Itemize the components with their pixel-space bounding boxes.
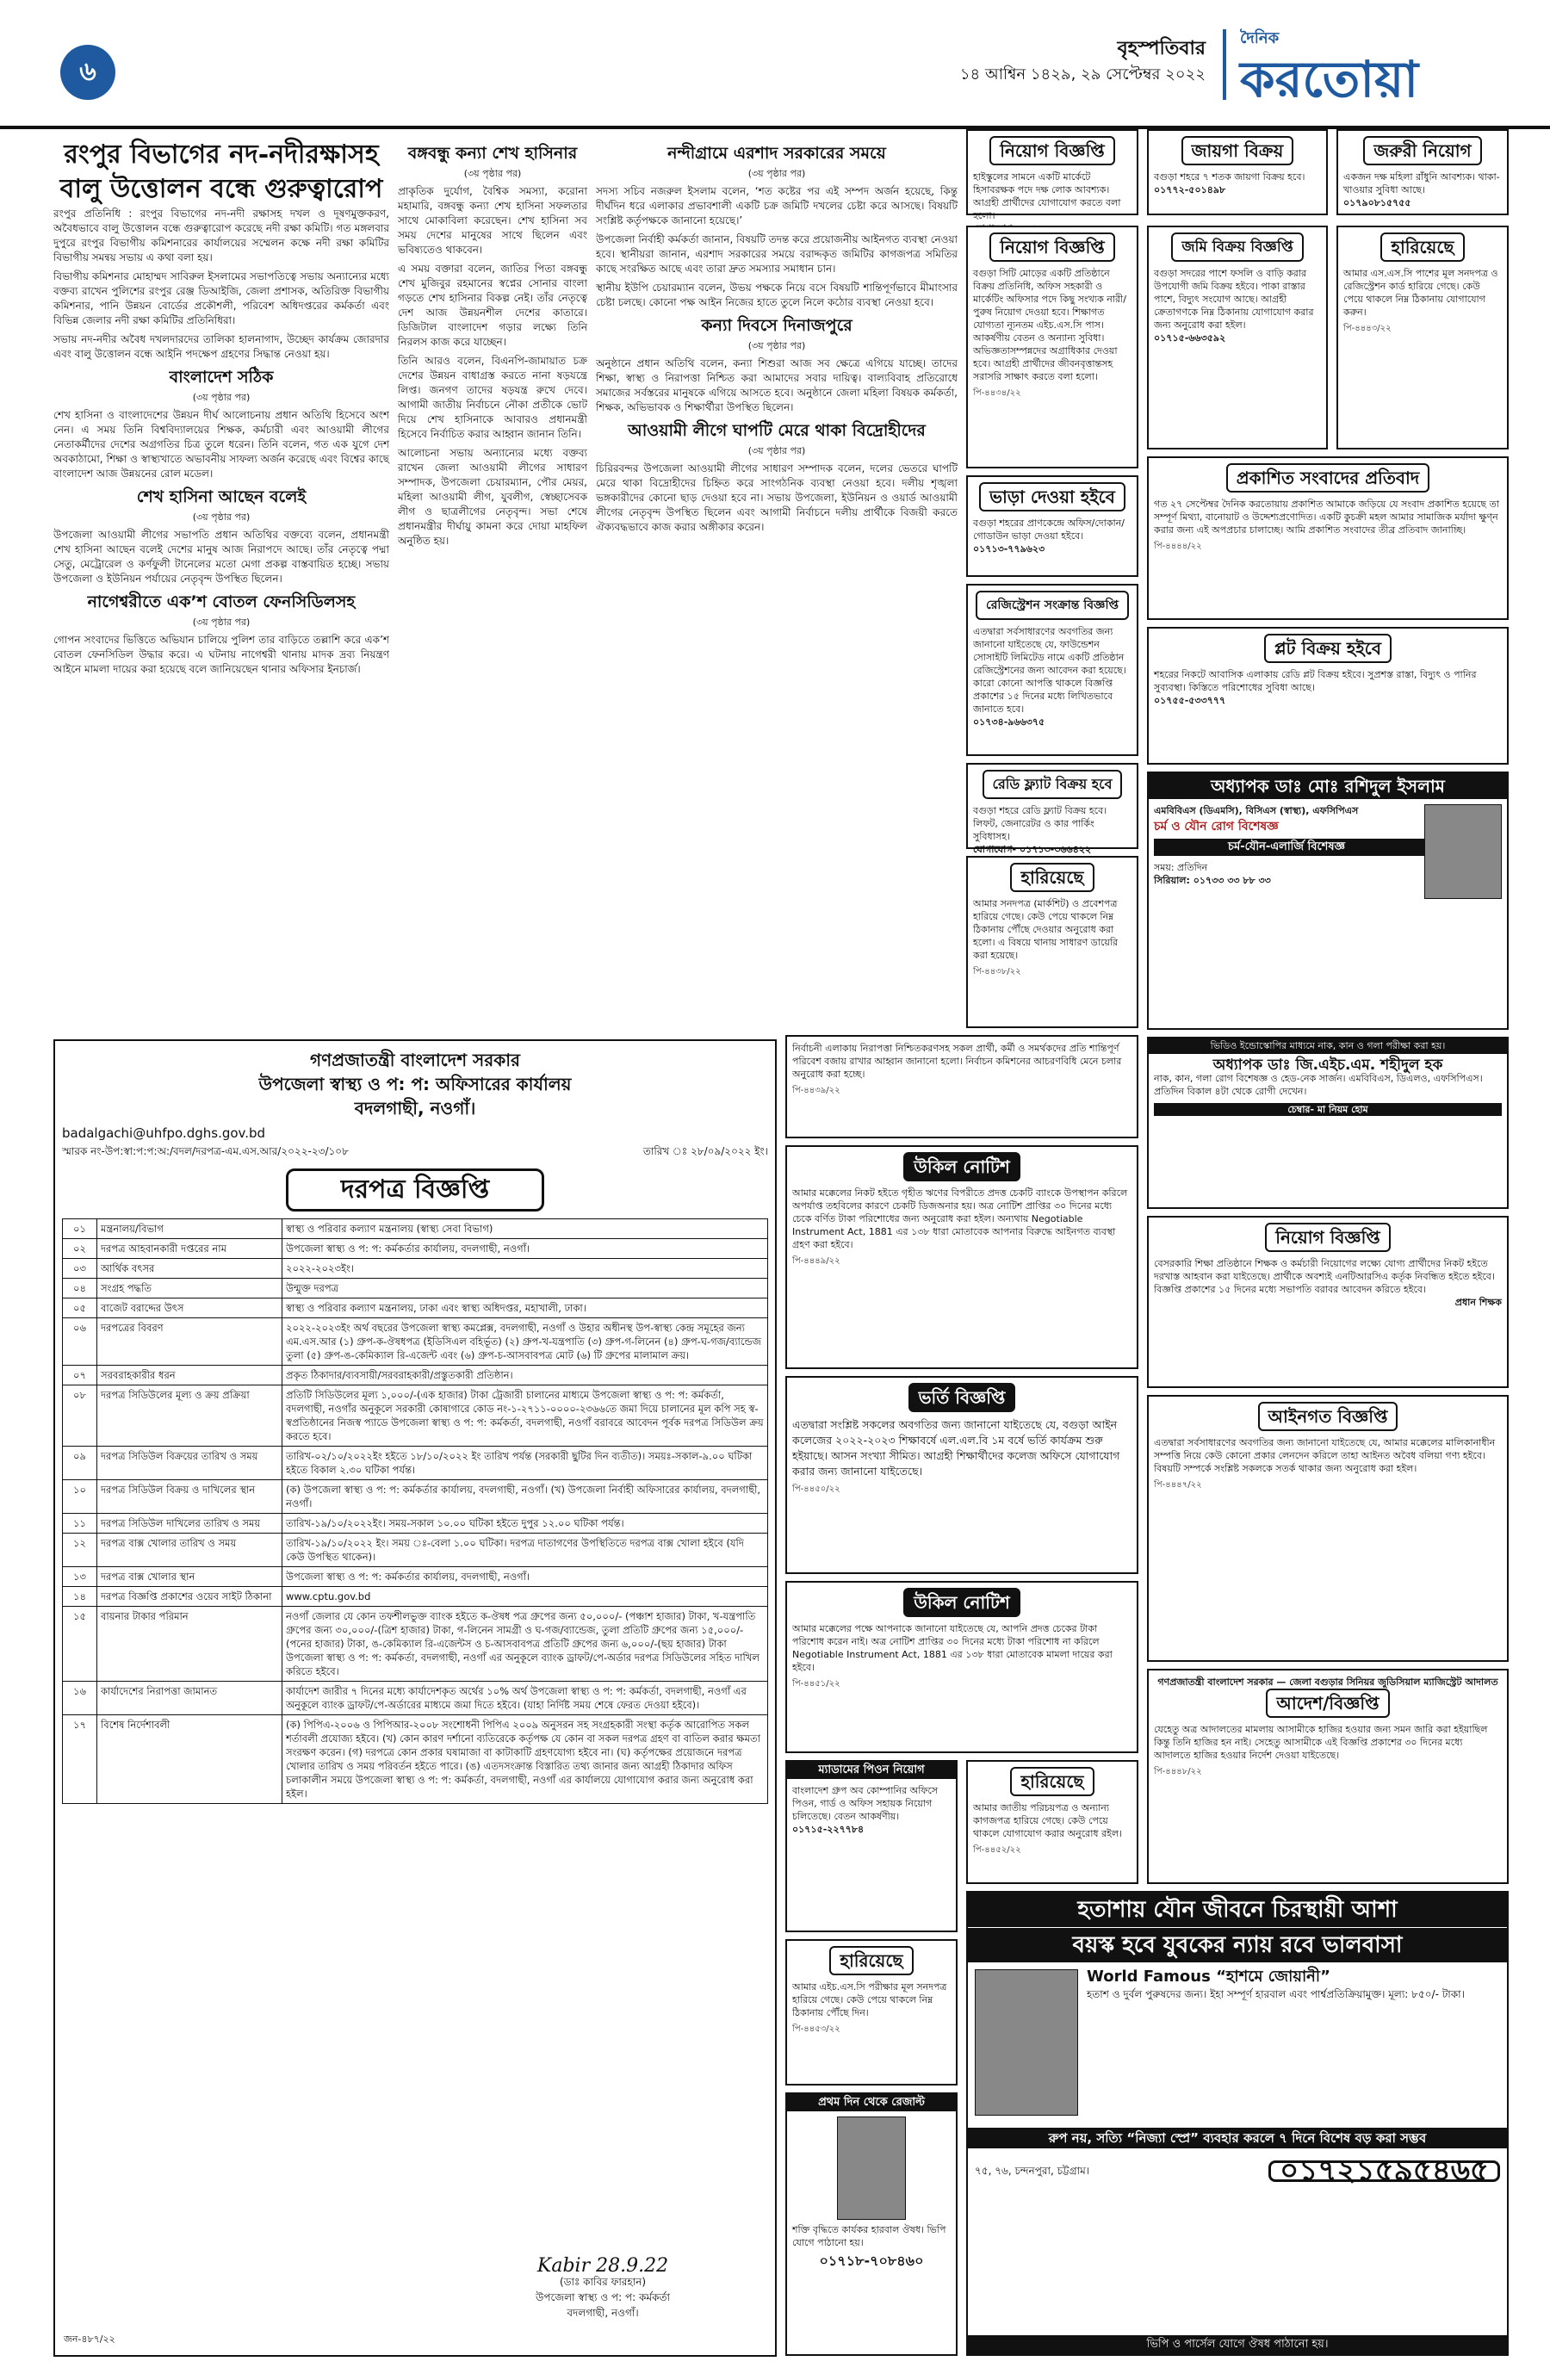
doctor-name: অধ্যাপক ডাঃ মোঃ রশিদুল ইসলাম bbox=[1149, 773, 1507, 799]
ad-heading: প্রথম দিন থেকে রেজাল্ট bbox=[787, 2094, 956, 2111]
ad-body: আমার সনদপত্র (মার্কশিট) ও প্রবেশপত্র হারিয়ে গেছে। কেউ পেয়ে থাকলে নিম্ন ঠিকানায় পৌঁছে দেওয়ার অনুরোধ করা হলো। এ বিষয়ে থানায় সাধারণ ডায়েরি করা হয়েছে। bbox=[973, 898, 1119, 961]
tender-row-value: উন্মুক্ত দরপত্র bbox=[282, 1279, 768, 1298]
herbal-phone: ০১৭২১৫৯৫৪৬৫ bbox=[1268, 2160, 1500, 2182]
ad-body: একজন দক্ষ মহিলা রাঁধুনি আবশ্যক। থাকা-খাওয়ার সুবিধা আছে। bbox=[1343, 171, 1500, 195]
tender-row-number: ১৩ bbox=[63, 1567, 97, 1587]
ad-body: এতদ্বারা সর্বসাধারণের অবগতির জন্য জানানো যাইতেছে যে, আমার মক্কেলের মালিকানাধীন সম্পত্তি নিয়ে কেউ কোনো প্রকার লেনদেন করিলে তাহা আইনত অবৈধ বলিয়া গণ্য হইবে। বিষয়টি সম্পর্কে সংশ্লিষ্ট সকলকে সতর্ক থাকার জন্য অনুরোধ করা হইল। bbox=[1154, 1437, 1496, 1474]
continuation-note: (৩য় পৃষ্ঠার পর) bbox=[747, 445, 806, 456]
ent-doctor-ad bbox=[1147, 1037, 1509, 1209]
ad-body: শহরের নিকটে আবাসিক এলাকায় রেডি প্লট বিক্রয় হইবে। সুপ্রশস্ত রাস্তা, বিদ্যুৎ ও পানির সুব্যবস্থা। কিস্তিতে পরিশোধের সুবিধা আছে। bbox=[1154, 669, 1477, 693]
tender-row bbox=[63, 1715, 768, 1804]
tender-row-number: ১২ bbox=[63, 1534, 97, 1567]
job-ad bbox=[966, 129, 1138, 221]
signature-scribble: Kabir 28.9.22 bbox=[536, 2255, 669, 2277]
tender-ref: জন-৪৮৭/২২ bbox=[64, 2334, 115, 2345]
tender-row-value: নওগাঁ জেলার যে কোন তফশীলভুক্ত ব্যাংক হইতে ক-ঔষধ পত্র গ্রুপের জন্য ৫০,০০০/- (পঞ্চাশ হাজার) টাকা, খ-যন্ত্রপাতি গ্রুপের জন্য ৩০,০০০/-(ত্রিশ হাজার) টাকা, গ-লিনেন সামগ্রী ও ঘ-গজ/ব্যান্ডেজ, তুলা প্রতিটি গ্রুপের জন্য ১৫,০০০/-(পনের হাজার) টাকা, ঙ-কেমিক্যাল রি-এজেন্টস ও চ-আসবাবপত্র প্রতিটি গ্রুপের জন্য ৬,০০০/-(ছয় হাজার) টাকা উপজেলা স্বাস্থ্য ও প: প: কর্মকর্তা, বদলগাছী, নওগাঁ এর অনুকূলে ব্যাংক ড্রাফট/পে-অর্ডার দরপত্র সিডিউলের সহিত দাখিল করিতে হইবে। bbox=[282, 1607, 768, 1682]
tender-banner: দরপত্র বিজ্ঞপ্তি bbox=[286, 1168, 544, 1212]
ad-body: হাইস্কুলের সামনে একটি মার্কেটে হিসাবরক্ষক পদে দক্ষ লোক আবশ্যক। আগ্রহী প্রার্থীদের যোগাযোগ করতে বলা হলো। bbox=[973, 171, 1121, 221]
tender-row-value: উপজেলা স্বাস্থ্য ও প: প: কর্মকর্তার কার্যালয়, বদলগাছী, নওগাঁ। bbox=[282, 1239, 768, 1259]
ad-heading: রেডি ফ্ল্যাট বিক্রয় হবে bbox=[983, 770, 1123, 799]
lead-paragraph: সভায় নদ-নদীর অবৈধ দখলদারদের তালিকা হালনাগাদ, উচ্ছেদ কার্যক্রম জোরদার এবং বালু উত্তোলন বন্ধে আইনি পদক্ষেপ গ্রহণের সিদ্ধান্ত নেওয়া হয়। bbox=[53, 333, 389, 360]
ent-center: চেম্বার- মা নিয়ম হোম bbox=[1154, 1103, 1502, 1116]
tender-row-number: ০৯ bbox=[63, 1447, 97, 1480]
ad-heading: জায়গা বিক্রয় bbox=[1181, 136, 1294, 165]
ad-heading: ভাড়া দেওয়া হইবে bbox=[979, 482, 1125, 511]
masthead-title: করতোয়া bbox=[1240, 50, 1419, 108]
ad-body: এতদ্বারা সর্বসাধারণের অবগতির জন্য জানানো যাইতেছে যে, ফাউন্ডেশন সোসাইটি লিমিটেড নামে একটি প্রতিষ্ঠান রেজিস্ট্রেশনের জন্য আবেদন করা হয়েছে। কারো কোনো আপত্তি থাকলে বিজ্ঞপ্তি প্রকাশের ১৫ দিনের মধ্যে লিখিতভাবে জানাতে হবে। bbox=[973, 626, 1126, 715]
ad-ref: পি-৪৪৪৮/২২ bbox=[1154, 1767, 1202, 1776]
tender-row-value: তারিখ-০২/১০/২০২২ইং হইতে ১৮/১০/২০২২ ইং তারিখ পর্যন্ত (সরকারী ছুটির দিন ব্যতীত)। সময়ঃ-সকাল-৯.০০ ঘটিকা হইতে বিকাল ২.৩০ ঘটিকা পর্যন্ত। bbox=[282, 1447, 768, 1480]
tender-row bbox=[63, 1607, 768, 1682]
tender-memo-number: স্মারক নং-উপ:স্বা:প:প:অ:/বদল/দরপত্র-এম.এস.আর/২০২২-২৩/১০৮ bbox=[62, 1145, 349, 1157]
tender-row-value: তারিখ-১৯/১০/২০২২ ইং। সময় ঃ-বেলা ১.০০ ঘটিকা। দরপত্র দাতাগণের উপস্থিতিতে দরপত্র বাক্স খোলা হইবে (যদি কেউ উপস্থিত থাকেন)। bbox=[282, 1534, 768, 1567]
ad-heading: হারিয়েছে bbox=[1010, 863, 1094, 892]
continuation-note: (৩য় পৃষ্ঠার পর) bbox=[463, 168, 522, 179]
ad-phone: ০১৭১৮-৭০৮৪৬০ bbox=[819, 2253, 924, 2269]
tender-row-number: ০৭ bbox=[63, 1366, 97, 1385]
tender-row-number: ০৪ bbox=[63, 1279, 97, 1298]
lead-headline: রংপুর বিভাগের নদ-নদীরক্ষাসহ বালু উত্তোলন বন্ধে গুরুত্বারোপ bbox=[59, 139, 383, 204]
lawyer-notice-ad bbox=[785, 1145, 1138, 1369]
continuation-note: (৩য় পৃষ্ঠার পর) bbox=[747, 340, 806, 351]
tender-row-value: স্বাস্থ্য ও পরিবার কল্যাণ মন্ত্রনালয়, ঢাকা এবং স্বাস্থ্য অধিদপ্তর, মহাখালী, ঢাকা। bbox=[282, 1298, 768, 1318]
herbal-address: ৭৫, ৭৬, চন্দনপুরা, চট্টগ্রাম। bbox=[975, 2165, 1090, 2177]
legal-notice-ad bbox=[1147, 1395, 1509, 1662]
ad-body: যেহেতু অত্র আদালতের মামলায় আসামীকে হাজির হওয়ার জন্য সমন জারি করা হইয়াছিল কিন্তু তিনি হাজির হন নাই। সেহেতু আসামীকে এই বিজ্ঞপ্তি প্রকাশের ৩০ দিনের মধ্যে আদালতে হাজির হওয়ার নির্দেশ দেওয়া যাইতেছে। bbox=[1154, 1724, 1488, 1761]
tender-row-label: দরপত্র সিডিউল বিক্রয় ও দাখিলের স্থান bbox=[97, 1480, 282, 1514]
tender-notice bbox=[53, 1039, 777, 2357]
ad-signer: প্রধান শিক্ষক bbox=[1454, 1297, 1502, 1308]
tender-row-label: দরপত্রের বিবরণ bbox=[97, 1318, 282, 1366]
tender-org-line: গণপ্রজাতন্ত্রী বাংলাদেশ সরকার bbox=[310, 1050, 520, 1070]
lost-ad bbox=[966, 1760, 1138, 1884]
ad-body: আমার এইচ.এস.সি পরীক্ষার মূল সনদপত্র হারিয়ে গেছে। কেউ পেয়ে থাকলে নিম্ন ঠিকানায় পৌঁছে দিন। bbox=[792, 1981, 947, 2018]
tender-memo-row bbox=[62, 1144, 768, 1162]
tender-row bbox=[63, 1447, 768, 1480]
herbal-body: হতাশ ও দুর্বল পুরুষদের জন্য। ইহা সম্পূর্ণ হারবাল এবং পার্শ্বপ্রতিক্রিয়ামুক্ত। মূল্য: ৮৫০/- টাকা। bbox=[1087, 1988, 1465, 2000]
tender-row-value: প্রকৃত ঠিকাদার/ব্যবসায়ী/সরবরাহকারী/প্রস্তুতকারী প্রতিষ্ঠান। bbox=[282, 1366, 768, 1385]
herbal-brand: World Famous “হাশমে জোয়ানী” bbox=[1087, 1968, 1330, 1986]
article-paragraph: এ সময় বক্তারা বলেন, জাতির পিতা বঙ্গবন্ধু শেখ মুজিবুর রহমানের স্বপ্নের সোনার বাংলা গড়তে শেখ হাসিনার বিকল্প নেই। তাঁর নেতৃত্বে দেশ আজ উন্নয়নশীল দেশের কাতারে। ডিজিটাল বাংলাদেশ গড়ার লক্ষ্যে তিনি নিরলস কাজ করে যাচ্ছেন। bbox=[398, 263, 587, 348]
tender-row bbox=[63, 1385, 768, 1447]
tender-row-number: ১৭ bbox=[63, 1715, 97, 1804]
registration-ad bbox=[966, 584, 1138, 756]
herbal-offer: রুপ নয়, সত্যি “নিজ্যা স্প্রে” ব্যবহার করলে ৭ দিনে বিশেষ বড় করা সম্ভব bbox=[968, 2128, 1507, 2148]
admission-ad bbox=[785, 1376, 1138, 1574]
tender-row-label: আর্থিক বৎসর bbox=[97, 1259, 282, 1279]
header-day: বৃহস্পতিবার bbox=[1117, 38, 1206, 59]
ad-ref: পি-৪৪৪৭/২২ bbox=[1154, 1480, 1202, 1490]
ad-heading: জমি বিক্রয় বিজ্ঞপ্তি bbox=[1171, 232, 1303, 262]
ad-heading: নিয়োগ বিজ্ঞপ্তি bbox=[989, 136, 1115, 165]
tender-row-value: www.cptu.gov.bd bbox=[282, 1587, 768, 1607]
ad-heading: আদেশ/বিজ্ঞপ্তি bbox=[1266, 1689, 1389, 1718]
article-paragraph: অনুষ্ঠানে প্রধান অতিথি বলেন, কন্যা শিশুরা আজ সব ক্ষেত্রে এগিয়ে যাচ্ছে। তাদের শিক্ষা, স্বাস্থ্য ও নিরাপত্তা নিশ্চিত করা আমাদের সবার দায়িত্ব। বাল্যবিবাহ প্রতিরোধে সমাজের সর্বস্তরের মানুষকে এগিয়ে আসতে হবে। অনুষ্ঠানে জেলা মহিলা বিষয়ক কর্মকর্তা, শিক্ষক, অভিভাবক ও শিক্ষার্থীরা উপস্থিত ছিলেন। bbox=[596, 357, 958, 413]
tender-row-number: ১৬ bbox=[63, 1682, 97, 1715]
tender-row-value: ২০২২-২০২৩ইং অর্থ বছরের উপজেলা স্বাস্থ্য কমপ্লেক্স, বদলগাছী, নওগাঁ ও উহার অধীনস্থ উপ-স্বাস্থ্য কেন্দ্র সমূহের জন্য এম.এস.আর (১) গ্রুপ-ক-ঔষধপত্র (ইডিসিএল বহির্ভূত) (২) গ্রুপ-খ-যন্ত্রপাতি (৩) গ্রুপ-গ-লিনেন (৪) গ্রুপ-ঘ-গজ/ব্যান্ডেজ তুলা (৫) গ্রুপ-ঙ-কেমিক্যাল রি-এজেন্ট এবং (৬) গ্রুপ-চ-আসবাবপত্র মোট (৬) টি গ্রুপের মালামাল ক্রয়। bbox=[282, 1318, 768, 1366]
tender-row-label: বিশেষ নির্দেশাবলী bbox=[97, 1715, 282, 1804]
ad-heading: প্লট বিক্রয় হইবে bbox=[1264, 634, 1392, 663]
tender-row bbox=[63, 1366, 768, 1385]
tender-row-number: ০৫ bbox=[63, 1298, 97, 1318]
ad-ref: পি-৪৪৫৩/২২ bbox=[792, 2024, 840, 2034]
job-ad bbox=[966, 226, 1138, 468]
herbal-footer: ভিপি ও পার্সেল যোগে ঔষধ পাঠানো হয়। bbox=[968, 2335, 1507, 2354]
doctor-time: সময়: প্রতিদিন bbox=[1154, 862, 1208, 873]
ad-body: নির্বাচনী এলাকায় নিরাপত্তা নিশ্চিতকরণসহ সকল প্রার্থী, কর্মী ও সমর্থকদের প্রতি শান্তিপূর্ণ পরিবেশ বজায় রাখার আহ্বান জানানো হলো। নির্বাচন কমিশনের আচরণবিধি মেনে চলার অনুরোধ করা হচ্ছে। bbox=[792, 1043, 1122, 1080]
plot-sale-ad bbox=[1147, 627, 1509, 765]
tender-row bbox=[63, 1239, 768, 1259]
article-headline: কন্যা দিবসে দিনাজপুরে bbox=[701, 316, 852, 335]
urgent-job-ad bbox=[1336, 129, 1509, 215]
tender-row-number: ০৮ bbox=[63, 1385, 97, 1447]
column-3 bbox=[596, 138, 958, 1033]
article-headline: শেখ হাসিনা আছেন বলেই bbox=[136, 487, 307, 506]
court-name: গণপ্রজাতন্ত্রী বাংলাদেশ সরকার — জেলা বগুড়ার সিনিয়র জুডিসিয়াল ম্যাজিস্ট্রেট আদালত bbox=[1157, 1677, 1498, 1688]
herbal-headline: হতাশায় যৌন জীবনে চিরস্থায়ী আশা bbox=[968, 1893, 1507, 1927]
ad-body: এতদ্বারা সংশ্লিষ্ট সকলের অবগতির জন্য জানানো যাইতেছে যে, বগুড়া আইন কলেজের ২০২২-২০২৩ শিক্ষাবর্ষে এল.এল.বি ১ম বর্ষে ভর্তি কার্যক্রম শুরু হইয়াছে। আসন সংখ্যা সীমিত। আগ্রহী শিক্ষার্থীদের কলেজ অফিসে যোগাযোগ করার জন্য জানানো যাইতেছে। bbox=[792, 1418, 1120, 1478]
tender-row-label: বাজেট বরাদ্দের উৎস bbox=[97, 1298, 282, 1318]
tender-row-label: দরপত্র সিডিউল দাখিলের তারিখ ও সময় bbox=[97, 1514, 282, 1534]
peon-job-ad bbox=[785, 1760, 958, 1932]
signatory-title: উপজেলা স্বাস্থ্য ও প: প: কর্মকর্তা bbox=[536, 2291, 670, 2303]
tender-row-number: ১৫ bbox=[63, 1607, 97, 1682]
article-paragraph: শেখ হাসিনা ও বাংলাদেশের উন্নয়ন দীর্ঘ আলোচনায় প্রধান অতিথি হিসেবে অংশ নেন। এ সময় তিনি বিশ্ববিদ্যালয়ের শিক্ষক, কর্মচারী এবং আওয়ামী লীগের নেতাকর্মীদের দেশের অগ্রগতির চিত্র তুলে ধরেন। তিনি বলেন, গত এক যুগে দেশ অবকাঠামো, শিক্ষা ও স্বাস্থ্যখাতে অভাবনীয় সাফল্য অর্জন করেছে এবং বিশ্বের কাছে বাংলাদেশ আজ উন্নয়নের রোল মডেল। bbox=[53, 409, 389, 480]
doctor-phone: সিরিয়াল: ০১৭৩৩ ৩৩ ৮৮ ৩৩ bbox=[1154, 875, 1271, 886]
article-headline: আওয়ামী লীগে ঘাপটি মেরে থাকা বিদ্রোহীদের bbox=[628, 421, 926, 440]
tender-row bbox=[63, 1480, 768, 1514]
protest-ad bbox=[1147, 456, 1509, 620]
tender-org-line: উপজেলা স্বাস্থ্য ও প: প: অফিসারের কার্যালয় bbox=[258, 1074, 572, 1094]
article-paragraph: প্রাকৃতিক দুর্যোগ, বৈশ্বিক সমস্যা, করোনা মহামারি, বঙ্গবন্ধু কন্যা শেখ হাসিনা সফলতার সাথে মোকাবিলা করেছেন। শেখ হাসিনা সব সময় দেশের মানুষের সাথে ছিলেন এবং ভবিষ্যতেও থাকবেন। bbox=[398, 185, 587, 256]
signatory-name: (ডাঃ কাবির ফারহান) bbox=[559, 2276, 647, 2288]
ad-heading: হারিয়েছে bbox=[1010, 1767, 1094, 1796]
tender-row bbox=[63, 1534, 768, 1567]
herbal-small-ad bbox=[785, 2092, 958, 2356]
ad-phone: ০১৭৭২-৫০১৪৯৮ bbox=[1154, 184, 1226, 195]
article-headline: নাগেশ্বরীতে এক’শ বোতল ফেনসিডিলসহ bbox=[87, 592, 356, 611]
lead-paragraph: রংপুর প্রতিনিধি : রংপুর বিভাগের নদ-নদী রক্ষাসহ দখল ও দূষণমুক্তকরণ, অবৈধভাবে বালু উত্তোলন বন্ধে গুরুত্বারোপ করেছে নদী রক্ষা কমিটি। গত মঙ্গলবার দুপুরে রংপুর বিভাগীয় কমিশনারের কার্যালয়ের সম্মেলন কক্ষে নদী রক্ষা কমিটির বিভাগীয় সমন্বয় সভায় এ কথা বলা হয়। bbox=[53, 208, 389, 263]
tender-row-label: সরবরাহকারীর ধরন bbox=[97, 1366, 282, 1385]
masthead-small: দৈনিক bbox=[1240, 29, 1280, 47]
article-paragraph: স্থানীয় ইউপি চেয়ারম্যান বলেন, উভয় পক্ষকে নিয়ে বসে বিষয়টি শান্তিপূর্ণভাবে মীমাংসার চেষ্টা চলছে। কোনো পক্ষ আইন নিজের হাতে তুলে নিলে কঠোর ব্যবস্থা নেওয়া হবে। bbox=[596, 282, 958, 308]
tender-row-number: ০৬ bbox=[63, 1318, 97, 1366]
continuation-note: (৩য় পৃষ্ঠার পর) bbox=[747, 168, 806, 179]
notice-ad bbox=[785, 1035, 1138, 1138]
ad-heading: হারিয়েছে bbox=[829, 1946, 913, 1975]
page-header bbox=[0, 0, 1550, 129]
ad-body: নাক, কান, গলা রোগ বিশেষজ্ঞ ও হেড-নেক সার্জন। এমবিবিএস, ডিএলও, এফসিপিএস। প্রতিদিন বিকাল ৪টা থেকে রোগী দেখেন। bbox=[1154, 1073, 1483, 1097]
ad-heading: রেজিস্ট্রেশন সংক্রান্ত বিজ্ঞপ্তি bbox=[976, 591, 1129, 620]
article-paragraph: আলোচনা সভায় অন্যান্যের মধ্যে বক্তব্য রাখেন জেলা আওয়ামী লীগের সাধারণ সম্পাদক, উপজেলা চেয়ারম্যান, পৌর মেয়র, মহিলা আওয়ামী লীগ, যুবলীগ, স্বেচ্ছাসেবক লীগ ও ছাত্রলীগের নেতৃবৃন্দ। সভা শেষে প্রধানমন্ত্রীর দীর্ঘায়ু কামনা করে দোয়া মাহফিল অনুষ্ঠিত হয়। bbox=[398, 447, 587, 547]
tender-row bbox=[63, 1279, 768, 1298]
article-paragraph: উপজেলা নির্বাহী কর্মকর্তা জানান, বিষয়টি তদন্ত করে প্রয়োজনীয় আইনগত ব্যবস্থা নেওয়া হবে। স্থানীয়রা জানান, এরশাদ সরকারের সময়ে বরাদ্দকৃত জমিটির কাগজপত্র সমিতির কাছে সংরক্ষিত আছে এবং তারা দ্রুত সমস্যার সমাধান চান। bbox=[596, 233, 958, 275]
doctor-photo bbox=[1424, 804, 1502, 899]
tender-row-value: উপজেলা স্বাস্থ্য ও প: প: কর্মকর্তার কার্যালয়, বদলগাছী, নওগাঁ। bbox=[282, 1567, 768, 1587]
product-photo bbox=[837, 2117, 906, 2220]
ad-phone: যোগাযোগ- ০১৭১৩-৩৬৬৪২২ bbox=[973, 844, 1092, 855]
land-sale-ad bbox=[1147, 129, 1328, 215]
doctor-specialty: চর্ম ও যৌন রোগ বিশেষজ্ঞ bbox=[1154, 820, 1279, 834]
article-paragraph: তিনি আরও বলেন, বিএনপি-জামায়াত চক্র দেশের উন্নয়ন বাধাগ্রস্ত করতে নানা ষড়যন্ত্রে লিপ্ত। জনগণ তাদের ষড়যন্ত্র রুখে দেবে। আগামী জাতীয় নির্বাচনে নৌকা প্রতীকে ভোট দিয়ে শেখ হাসিনাকে আবারও প্রধানমন্ত্রী হিসেবে নির্বাচিত করার আহ্বান জানান তিনি। bbox=[398, 355, 587, 440]
tender-row-label: মন্ত্রনালয়/বিভাগ bbox=[97, 1219, 282, 1239]
tender-row-label: সংগ্রহ পদ্ধতি bbox=[97, 1279, 282, 1298]
tender-row-label: দরপত্র সিডিউলের মূল্য ও ক্রয় প্রক্রিয়া bbox=[97, 1385, 282, 1447]
tender-row bbox=[63, 1318, 768, 1366]
ad-body: বগুড়া সিটি মোড়ের একটি প্রতিষ্ঠানে বিক্রয় প্রতিনিধি, অফিস সহকারী ও মার্কেটিং অফিসার পদে কিছু সংখ্যক নারী/পুরুষ নিয়োগ দেওয়া হবে। শিক্ষাগত যোগ্যতা ন্যূনতম এইচ.এস.সি পাস। আকর্ষণীয় বেতন ও অন্যান্য সুবিধা। অভিজ্ঞতাসম্পন্নদের অগ্রাধিকার দেওয়া হবে। আগ্রহী প্রার্থীদের জীবনবৃত্তান্তসহ সরাসরি সাক্ষাৎ করতে বলা হলো। bbox=[973, 268, 1126, 382]
page-number: ৬ bbox=[60, 45, 115, 100]
tender-row bbox=[63, 1298, 768, 1318]
lost-ad bbox=[1336, 226, 1509, 449]
tender-row-number: ০৩ bbox=[63, 1259, 97, 1279]
lost-ad bbox=[785, 1939, 958, 2086]
header-date bbox=[878, 36, 1206, 88]
header-divider bbox=[1223, 29, 1226, 100]
ad-heading: প্রকাশিত সংবাদের প্রতিবাদ bbox=[1226, 463, 1430, 493]
ad-body: আমার এস.এস.সি পাশের মূল সনদপত্র ও রেজিস্ট্রেশন কার্ড হারিয়ে গেছে। কেউ পেয়ে থাকলে নিম্ন ঠিকানায় যোগাযোগ করুন। bbox=[1343, 268, 1498, 318]
tender-row-label: দরপত্র বাক্স খোলার তারিখ ও সময় bbox=[97, 1534, 282, 1567]
ad-ref: পি-৪৪৫০/২২ bbox=[792, 1484, 840, 1494]
ad-heading: নিয়োগ বিজ্ঞপ্তি bbox=[989, 232, 1115, 262]
court-order-ad bbox=[1147, 1669, 1509, 1884]
article-paragraph: সদস্য সচিব নজরুল ইসলাম বলেন, ‘শত কষ্টের পর এই সম্পদ অর্জন হয়েছে, কিন্তু দীর্ঘদিন ধরে এলাকার প্রভাবশালী একটি চক্র জমিটি দখলের চেষ্টা করে আসছে। বিষয়টি সংশ্লিষ্ট কর্তৃপক্ষকে জানানো হয়েছে।’ bbox=[596, 185, 958, 226]
tender-row-number: ০১ bbox=[63, 1219, 97, 1239]
tender-row-number: ১০ bbox=[63, 1480, 97, 1514]
tender-row-label: কার্যাদেশের নিরাপত্তা জামানত bbox=[97, 1682, 282, 1715]
doctor-banner: চর্ম-যৌন-এলার্জি বিশেষজ্ঞ bbox=[1154, 839, 1502, 856]
ad-ref: পি-৪৪৪৯/২২ bbox=[792, 1256, 840, 1266]
tender-row-number: ১৪ bbox=[63, 1587, 97, 1607]
ad-body: আমার মক্কেলের নিকট হইতে গৃহীত ঋণের বিপরীতে প্রদত্ত চেকটি ব্যাংকে উপস্থাপন করিলে অপর্যাপ্ত তহবিলের কারণে চেকটি ডিজঅনার হয়। অত্র নোটিশ প্রাপ্তির ৩০ দিনের মধ্যে চেকে বর্ণিত টাকা পরিশোধের জন্য অনুরোধ করা হইল। অন্যথায় Negotiable Instrument Act, 1881 এর ১৩৮ ধারা মোতাবেক আপনার বিরুদ্ধে আইনগত ব্যবস্থা গ্রহণ করা হইবে। bbox=[792, 1187, 1128, 1250]
herbal-headline: বয়স্ক হবে যুবকের ন্যায় রবে ভালবাসা bbox=[968, 1927, 1507, 1962]
job-ad bbox=[1147, 1216, 1509, 1388]
article-paragraph: উপজেলা আওয়ামী লীগের সভাপতি প্রধান অতিথির বক্তব্যে বলেন, প্রধানমন্ত্রী শেখ হাসিনা আছেন বলেই দেশের মানুষ আজ নিরাপদে আছে। তাঁর নেতৃত্বে পদ্মা সেতু, মেট্রোরেল ও কর্ণফুলী টানেলের মতো মেগা প্রকল্প বাস্তবায়িত হচ্ছে। সভায় উপজেলা ও ইউনিয়ন পর্যায়ের নেতৃবৃন্দ উপস্থিত ছিলেন। bbox=[53, 529, 389, 585]
continuation-note: (৩য় পৃষ্ঠার পর) bbox=[192, 511, 251, 523]
ad-heading: ম্যাডামের পিওন নিয়োগ bbox=[787, 1762, 956, 1779]
tender-row-value: প্রতিটি সিডিউলের মূল্য ১,০০০/-(এক হাজার) টাকা ট্রেজারী চালানের মাধ্যমে উপজেলা স্বাস্থ্য ও প: প: কর্মকর্তা, বদলগাছী, নওগাঁর অনুকূলে সরকারী কোষাগারে কোড নং-১-২৭১১-০০০০-২৩৬৬তে জমা দিয়ে চালানের মূল কপি সহ স্ব-স্বপ্রতিষ্ঠানের নিজস্ব প্যাডে উপজেলা স্বাস্থ্য ও প: প: কর্মকর্তা, বদলগাছী, নওগাঁ বরাবরে আবেদন পূর্বক দরপত্র সিডিউল ক্রয় করতে হবে। bbox=[282, 1385, 768, 1447]
ad-body: আমার জাতীয় পরিচয়পত্র ও অন্যান্য কাগজপত্র হারিয়ে গেছে। কেউ পেয়ে থাকলে যোগাযোগ করার অনুরোধ রইল। bbox=[973, 1802, 1122, 1839]
tender-row bbox=[63, 1567, 768, 1587]
tender-row-value: (ক) উপজেলা স্বাস্থ্য ও প: প: কর্মকর্তার কার্যালয়, বদলগাছী, নওগাঁ। (খ) উপজেলা নির্বাহী অফিসারের কার্যালয়, বদলগাছী, নওগাঁ। bbox=[282, 1480, 768, 1514]
header-full-date: ১৪ আশ্বিন ১৪২৯, ২৯ সেপ্টেম্বর ২০২২ bbox=[959, 65, 1206, 84]
flat-sale-ad bbox=[966, 763, 1138, 855]
lawyer-notice-ad bbox=[785, 1581, 1138, 1753]
column-1 bbox=[53, 138, 389, 1033]
tender-row bbox=[63, 1587, 768, 1607]
ad-ref: পি-৪৪৩৮/২২ bbox=[973, 967, 1021, 976]
tender-row-value: কার্যাদেশ জারীর ৭ দিনের মধ্যে কার্যাদেশকৃত অর্থের ১০% অর্থ উপজেলা স্বাস্থ্য ও প: প: কর্মকর্তা, বদলগাছী, নওগাঁ এর অনুকূলে ব্যাংক ড্রাফট/পে-অর্ডারের মাধ্যমে জমা দিতে হইবে। (যাহা নির্দিষ্ট সময় শেষে ফেরত দেওয়া হইবে)। bbox=[282, 1682, 768, 1715]
ad-heading: উকিল নোটিশ bbox=[903, 1588, 1020, 1617]
ad-body: শক্তি বৃদ্ধিতে কার্যকর হারবাল ঔষধ। ভিপি যোগে পাঠানো হয়। bbox=[792, 2224, 946, 2248]
lost-ad bbox=[966, 856, 1138, 1028]
tender-row bbox=[63, 1682, 768, 1715]
tender-row-number: ১১ bbox=[63, 1514, 97, 1534]
ent-ad-banner: ভিডিও ইন্ডোস্কোপির মাধ্যমে নাক, কান ও গলা পরীক্ষা করা হয়। bbox=[1149, 1038, 1507, 1054]
column-2 bbox=[398, 138, 587, 1033]
masthead bbox=[1240, 26, 1524, 108]
tender-email: badalgachi@uhfpo.dghs.gov.bd bbox=[62, 1125, 266, 1141]
tender-row-label: দরপত্র বাক্স খোলার স্থান bbox=[97, 1567, 282, 1587]
herbal-ad bbox=[966, 1891, 1509, 2356]
continuation-note: (৩য় পৃষ্ঠার পর) bbox=[192, 617, 251, 628]
ad-phone: ০১৭৯০৮১৫৭৫৫ bbox=[1343, 197, 1411, 208]
ad-phone: ০১৭৫৫-৫৩৩৭৭৭ bbox=[1154, 695, 1226, 706]
signatory-place: বদলগাছী, নওগাঁ। bbox=[567, 2307, 639, 2319]
tender-row-label: বায়নার টাকার পরিমান bbox=[97, 1607, 282, 1682]
ad-body: গত ২৭ সেপ্টেম্বর দৈনিক করতোয়ায় প্রকাশিত আমাকে জড়িয়ে যে সংবাদ প্রকাশিত হয়েছে তা সম্পূর্ণ মিথ্যা, বানোয়াট ও উদ্দেশ্যপ্রণোদিত। একটি কুচক্রী মহল আমার সামাজিক মর্যাদা ক্ষুণ্ন করার জন্য এই অপপ্রচার চালাচ্ছে। আমি প্রকাশিত সংবাদের তীব্র প্রতিবাদ জানাচ্ছি। bbox=[1154, 499, 1499, 536]
ad-ref: পি-৪৪৩৪/২২ bbox=[973, 388, 1021, 398]
ad-body: বগুড়া শহরে রেডি ফ্ল্যাট বিক্রয় হবে। লিফট, জেনারেটর ও কার পার্কিং সুবিধাসহ। bbox=[973, 805, 1107, 842]
ad-body: বগুড়া শহরের প্রাণকেন্দ্রে অফিস/দোকান/গোডাউন ভাড়া দেওয়া হইবে। bbox=[973, 518, 1125, 542]
ad-heading: আইনগত বিজ্ঞপ্তি bbox=[1258, 1402, 1398, 1431]
ad-heading: জরুরী নিয়োগ bbox=[1363, 136, 1481, 165]
ad-ref: পি-৪৪৪৩/২২ bbox=[1343, 324, 1392, 333]
tender-row bbox=[63, 1259, 768, 1279]
tender-row-number: ০২ bbox=[63, 1239, 97, 1259]
ad-phone: ০১৭১৫-২২৭৭৮৪ bbox=[792, 1824, 865, 1835]
ad-body: বগুড়া সদরের পাশে ফসলি ও বাড়ি করার উপযোগী জমি বিক্রয় হইবে। পাকা রাস্তার পাশে, বিদ্যুৎ সংযোগ আছে। আগ্রহী ক্রেতাগণকে নিম্ন ঠিকানায় যোগাযোগ করার জন্য অনুরোধ করা হইল। bbox=[1154, 268, 1314, 331]
ad-phone: ০১৭১৫-৬৬৩৫৯২ bbox=[1154, 332, 1226, 344]
tender-date: তারিখ ঃ ২৮/০৯/২০২২ ইং। bbox=[642, 1145, 768, 1157]
rent-ad bbox=[966, 475, 1138, 577]
article-headline: বাংলাদেশ সঠিক bbox=[169, 368, 274, 387]
continuation-note: (৩য় পৃষ্ঠার পর) bbox=[192, 392, 251, 403]
lead-paragraph: বিভাগীয় কমিশনার মোহাম্মদ সাবিরুল ইসলামের সভাপতিত্বে সভায় অন্যান্যের মধ্যে বক্তব্য রাখেন পুলিশের রংপুর রেঞ্জ ডিআইজি, জেলা প্রশাসক, অতিরিক্ত বিভাগীয় কমিশনার, পানি উন্নয়ন বোর্ডের প্রকৌশলী, পরিবেশ অধিদপ্তরের কর্মকর্তা এবং বিভিন্ন জেলার নদী রক্ষা কমিটির প্রতিনিধিরা। bbox=[53, 270, 389, 326]
ad-ref: পি-৪৪৫২/২২ bbox=[973, 1845, 1021, 1855]
article-paragraph: গোপন সংবাদের ভিত্তিতে অভিযান চালিয়ে পুলিশ তার বাড়িতে তল্লাশি করে এক’শ বোতল ফেনসিডিল উদ্ধার করে। এ ঘটনায় নাগেশ্বরী থানায় মাদক দ্রব্য নিয়ন্ত্রণ আইনে মামলা দায়ের করা হয়েছে বলে জানিয়েছেন থানার অফিসার ইনচার্জ। bbox=[53, 634, 389, 675]
ad-heading: হারিয়েছে bbox=[1380, 232, 1464, 262]
tender-org-line: বদলগাছী, নওগাঁ। bbox=[354, 1098, 476, 1119]
ad-heading: নিয়োগ বিজ্ঞপ্তি bbox=[1265, 1223, 1391, 1252]
tender-row-value: (ক) পিপিএ-২০০৬ ও পিপিআর-২০০৮ সংশোধনী পিপিএ ২০০৯ অনুসরন সহ সংগ্রহকারী সংস্থা কর্তৃক আরোপিত সকল শর্তাবলী প্রযোজ্য হইবে। (খ) কোন কারণ দর্শানো ব্যতিরেকে কর্তৃপক্ষ যে কোন বা সকল দরপত্র গ্রহণ বা বাতিল করার ক্ষমতা সংরক্ষণ করেন। (গ) দরপত্রে কোন প্রকার ঘষামাজা বা কাটাকাটি গ্রহণযোগ্য হইবে না। (ঘ) কর্তৃপক্ষের প্রয়োজনে দরপত্র খোলার তারিখ ও সময় পরিবর্তন হইতে পারে। (ঙ) এতদসংক্রান্ত বিস্তারিত তথ্য জানার জন্য আগ্রহী ঠিকাদার অফিস চলাকালীন সময়ে উপজেলা স্বাস্থ্য ও প: প: কর্মকর্তা, বদলগাছী, নওগাঁ এর কার্যালয়ে যোগাযোগ করার জন্য অনুরোধ করা হইল। bbox=[282, 1715, 768, 1804]
tender-row bbox=[63, 1514, 768, 1534]
ad-ref: পি-৪৪৫১/২২ bbox=[792, 1679, 840, 1689]
doctor-degree: এমবিবিএস (ডিএমসি), বিসিএস (স্বাস্থ্য), এফসিপিএস bbox=[1154, 805, 1359, 816]
tender-row-label: দরপত্র আহবানকারী দপ্তরের নাম bbox=[97, 1239, 282, 1259]
tender-signature bbox=[465, 2255, 741, 2321]
ad-body: বেসরকারি শিক্ষা প্রতিষ্ঠানে শিক্ষক ও কর্মচারী নিয়োগের লক্ষ্যে যোগ্য প্রার্থীদের নিকট হইতে দরখাস্ত আহবান করা যাইতেছে। প্রার্থীকে অবশ্যই এনটিআরসিএ কর্তৃক নিবন্ধিত হইতে হইবে। বিজ্ঞপ্তি প্রকাশের ১৫ দিনের মধ্যে সভাপতি বরাবর আবেদন করিতে হইবে। bbox=[1154, 1258, 1495, 1295]
ad-heading: উকিল নোটিশ bbox=[903, 1152, 1020, 1181]
ad-ref: পি-৪৪৩৯/২২ bbox=[792, 1086, 840, 1095]
article-paragraph: চিরিরবন্দর উপজেলা আওয়ামী লীগের সাধারণ সম্পাদক বলেন, দলের ভেতরে ঘাপটি মেরে থাকা বিদ্রোহীদের চিহ্নিত করে সাংগঠনিক ব্যবস্থা নেওয়া হবে। দলীয় শৃঙ্খলা ভঙ্গকারীদের কোনো ছাড় দেওয়া হবে না। সভায় উপজেলা, ইউনিয়ন ও ওয়ার্ড আওয়ামী লীগের নেতৃবৃন্দ উপস্থিত ছিলেন এবং আগামী নির্বাচনে দলীয় প্রার্থীকে বিজয়ী করতে ঐক্যবদ্ধভাবে কাজ করার অঙ্গীকার করেন। bbox=[596, 462, 958, 533]
herbal-photo bbox=[975, 1969, 1078, 2116]
tender-row bbox=[63, 1219, 768, 1239]
tender-row-value: ২০২২-২০২৩ইং। bbox=[282, 1259, 768, 1279]
ad-body: আমার মক্কেলের পক্ষে আপনাকে জানানো যাইতেছে যে, আপনি প্রদত্ত চেকের টাকা পরিশোধ করেন নাই। অত্র নোটিশ প্রাপ্তির ৩০ দিনের মধ্যে টাকা পরিশোধ না করিলে Negotiable Instrument Act, 1881 এর ১৩৮ ধারা মোতাবেক মামলা দায়ের করা হইবে। bbox=[792, 1623, 1113, 1673]
doctor-ad bbox=[1147, 772, 1509, 1030]
article-headline: নন্দীগ্রামে এরশাদ সরকারের সময়ে bbox=[667, 144, 886, 163]
ent-doctor-name: অধ্যাপক ডাঃ জি.এইচ.এম. শহীদুল হক bbox=[1212, 1057, 1443, 1074]
ad-body: বাংলাদেশ গ্রুপ অব কোম্পানির অফিসে পিওন, গার্ড ও অফিস সহায়ক নিয়োগ চলিতেছে। বেতন আকর্ষণীয়। bbox=[792, 1785, 939, 1822]
ad-phone: ০১৭১৩-৭৭৯৬২৩ bbox=[973, 543, 1045, 555]
article-headline: বঙ্গবন্ধু কন্যা শেখ হাসিনার bbox=[407, 144, 578, 163]
ad-body: বগুড়া শহরে ৭ শতক জায়গা বিক্রয় হবে। bbox=[1154, 171, 1305, 183]
tender-row-value: তারিখ-১৯/১০/২০২২ইং। সময়-সকাল ১০.০০ ঘটিকা হইতে দুপুর ১২.০০ ঘটিকা পর্যন্ত। bbox=[282, 1514, 768, 1534]
ad-ref: পি-৪৪৪৪/২২ bbox=[1154, 542, 1202, 551]
ad-heading: ভর্তি বিজ্ঞপ্তি bbox=[908, 1383, 1016, 1412]
tender-row-label: দরপত্র বিজ্ঞপ্তি প্রকাশের ওয়েব সাইট ঠিকানা bbox=[97, 1587, 282, 1607]
tender-table bbox=[62, 1218, 768, 1804]
land-sale-ad bbox=[1147, 226, 1328, 449]
tender-row-label: দরপত্র সিডিউল বিক্রয়ের তারিখ ও সময় bbox=[97, 1447, 282, 1480]
tender-row-value: স্বাস্থ্য ও পরিবার কল্যাণ মন্ত্রনালয় (স্বাস্থ্য সেবা বিভাগ) bbox=[282, 1219, 768, 1239]
ad-phone: ০১৭৩৪-৯৬৬৩৭৫ bbox=[973, 716, 1045, 728]
